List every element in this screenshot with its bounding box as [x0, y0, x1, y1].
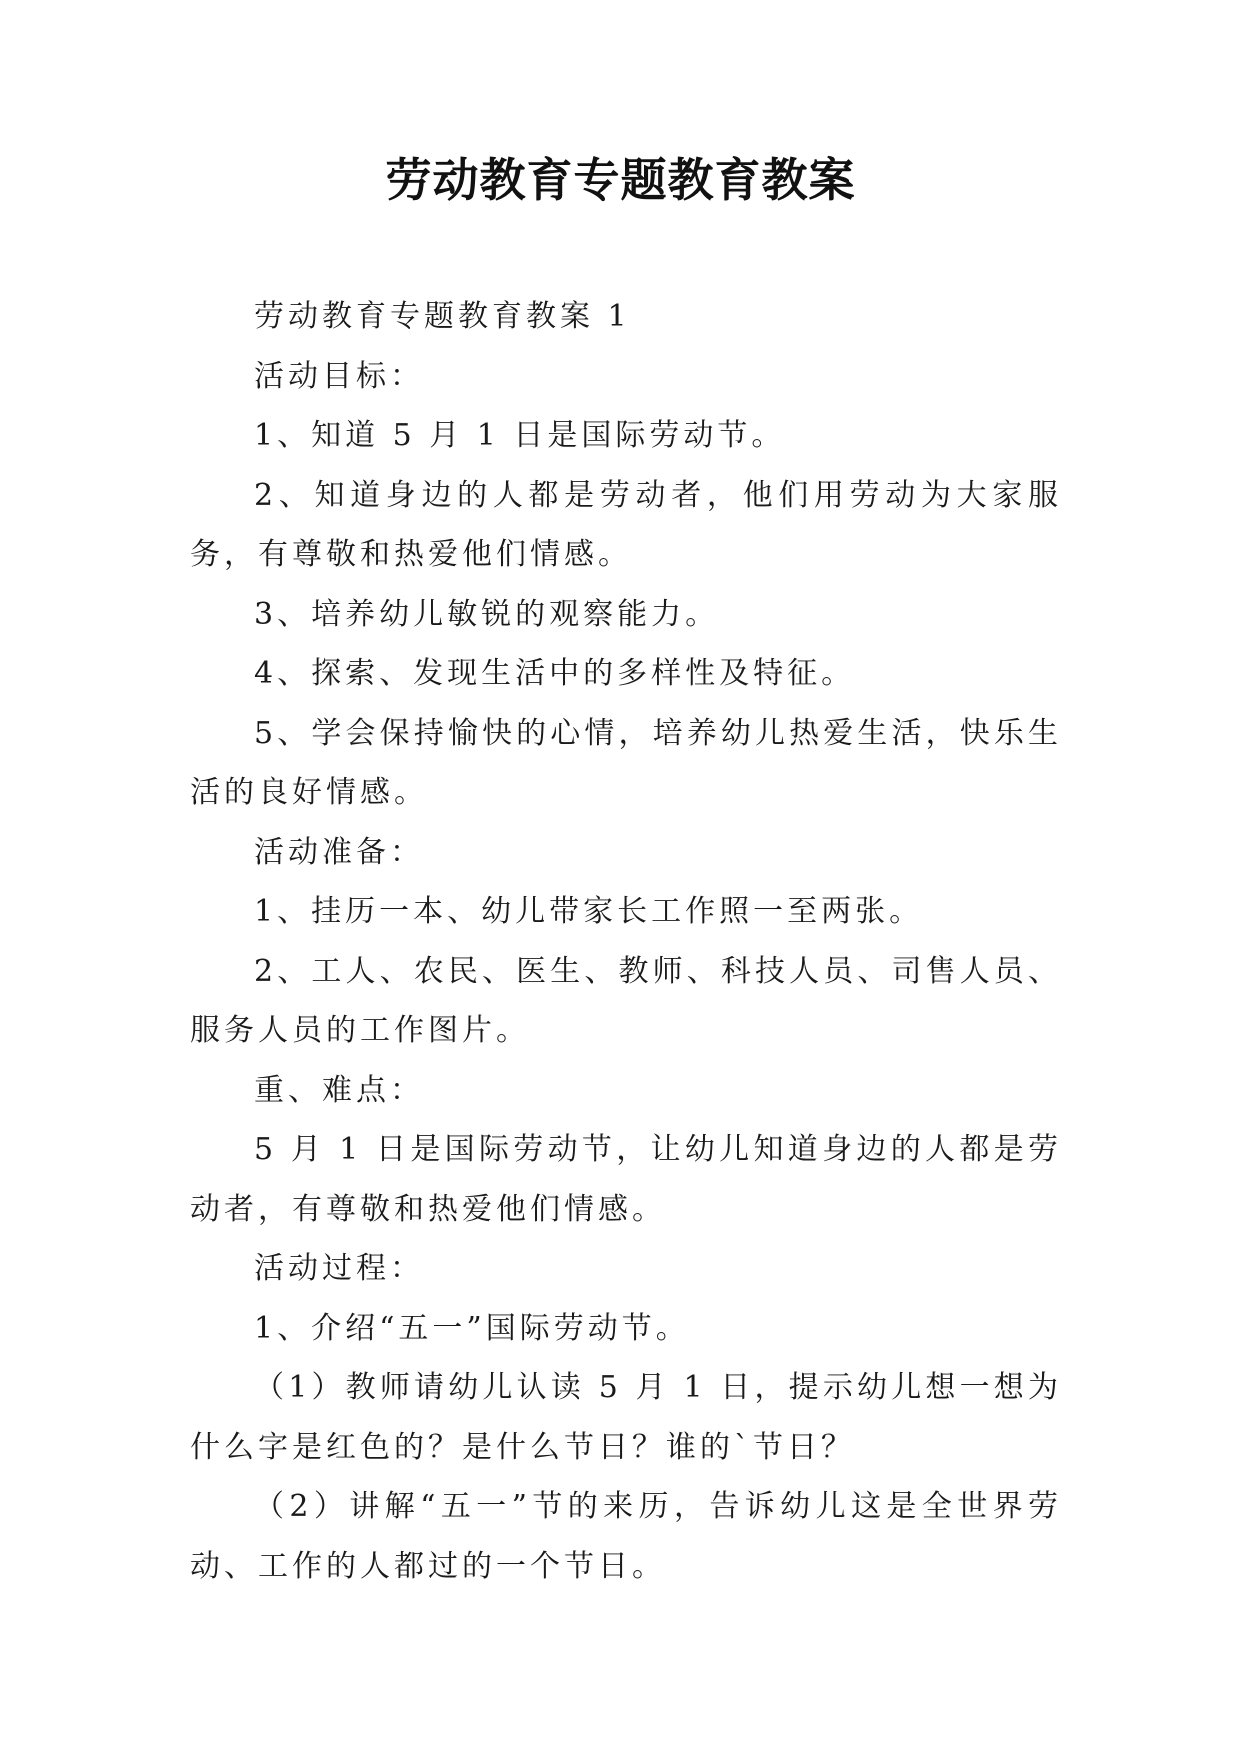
- paragraph: 1、介绍“五一”国际劳动节。: [254, 1310, 690, 1346]
- paragraph: 5、学会保持愉快的心情，培养幼儿热爱生活，快乐生活的良好情感。: [190, 715, 1062, 810]
- paragraph: 5 月 1 日是国际劳动节，让幼儿知道身边的人都是劳动者，有尊敬和热爱他们情感。: [190, 1132, 1062, 1227]
- paragraph-section-goals: 活动目标：: [254, 358, 424, 394]
- paragraph: 1、知道 5 月 1 日是国际劳动节。: [254, 418, 786, 453]
- paragraph: （1）教师请幼儿认读 5 月 1 日，提示幼儿想一想为什么字是红色的？是什么节日？谁的`节日？: [190, 1370, 1062, 1465]
- document-title: 劳动教育专题教育教案: [385, 153, 856, 207]
- document-body: [190, 287, 1062, 1596]
- paragraph-section-process: 活动过程：: [254, 1251, 424, 1286]
- paragraph-section-key-points: 重、难点：: [254, 1072, 424, 1108]
- paragraph: 2、知道身边的人都是劳动者，他们用劳动为大家服务，有尊敬和热爱他们情感。: [190, 477, 1062, 572]
- paragraph-heading: 劳动教育专题教育教案 1: [254, 299, 631, 334]
- paragraph: 4、探索、发现生活中的多样性及特征。: [254, 656, 856, 691]
- paragraph: （2）讲解“五一”节的来历，告诉幼儿这是全世界劳动、工作的人都过的一个节日。: [190, 1489, 1062, 1584]
- paragraph-section-preparation: 活动准备：: [254, 834, 424, 870]
- paragraph: 1、挂历一本、幼儿带家长工作照一至两张。: [254, 894, 924, 929]
- paragraph: 2、工人、农民、医生、教师、科技人员、司售人员、服务人员的工作图片。: [190, 953, 1062, 1048]
- paragraph: 3、培养幼儿敏锐的观察能力。: [254, 596, 720, 632]
